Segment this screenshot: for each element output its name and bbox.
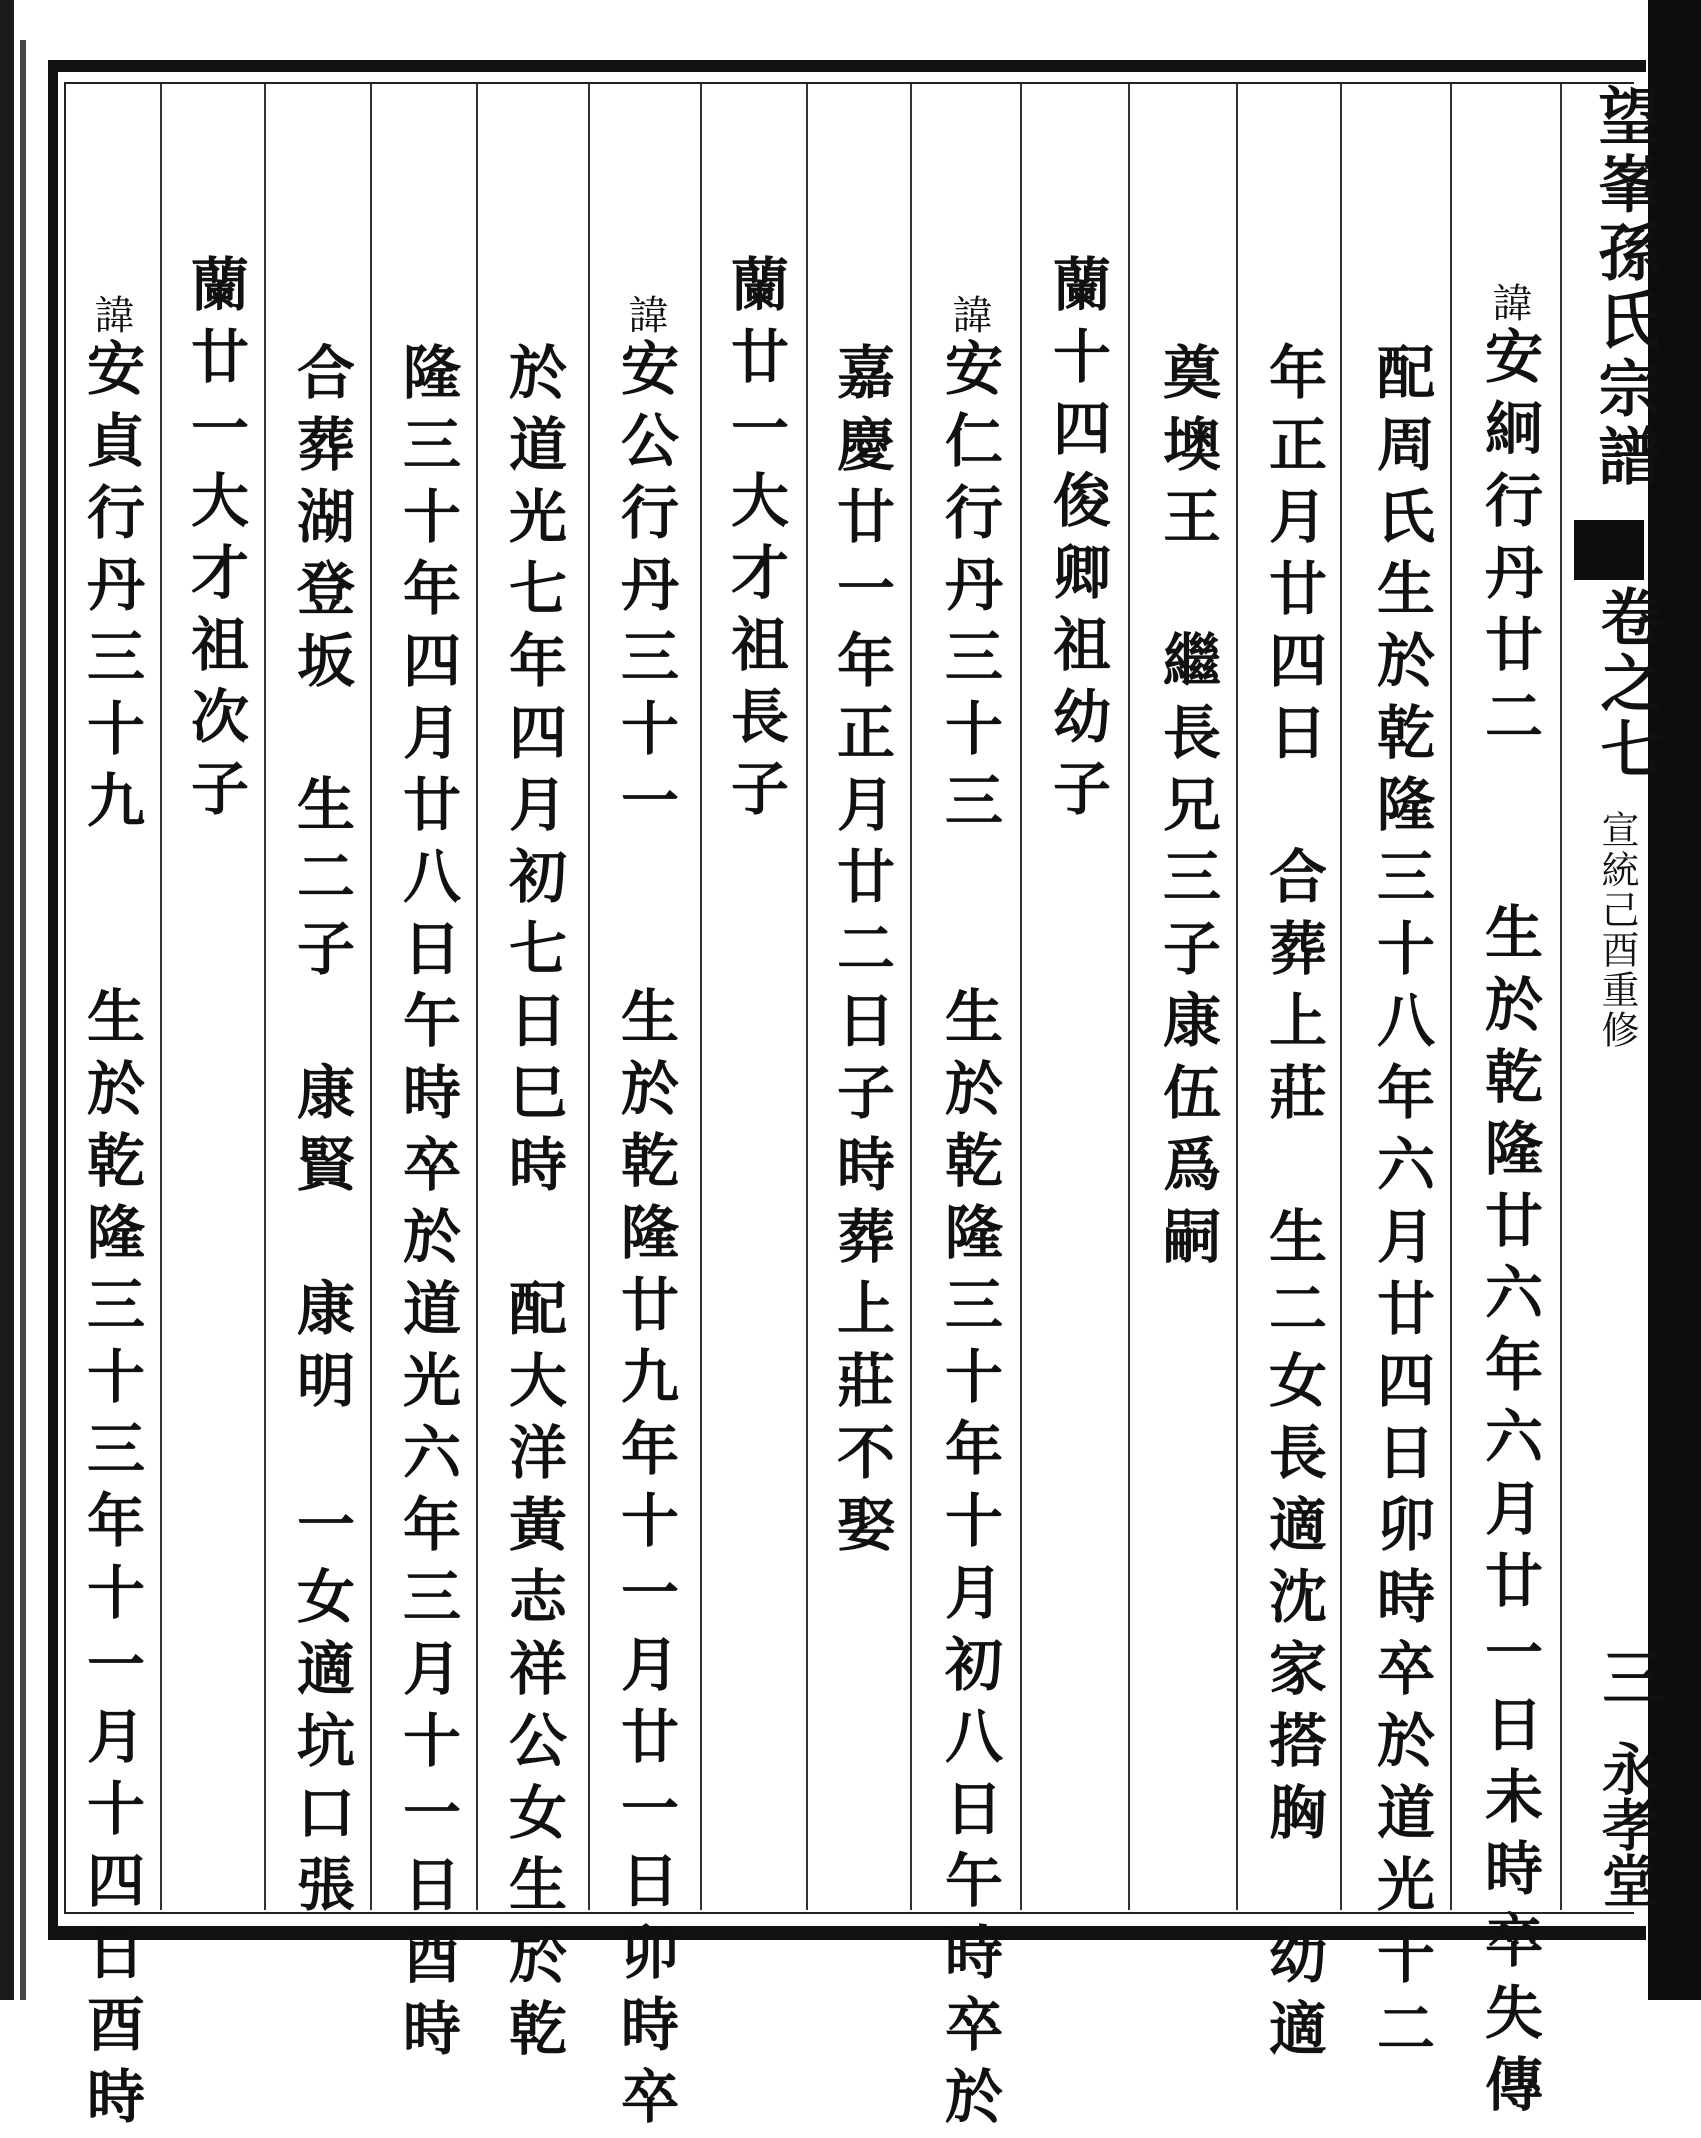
taboo-name-marker: 諱 [1486,282,1532,326]
book-title: 望峯孫氏宗譜 [1588,84,1661,492]
text-column [77,130,198,2138]
lineage-heading [721,90,842,830]
column-text: 安公行丹三十一 生於乾隆廿九年十一月廿一日卯時卒 [611,338,679,2138]
text-column [287,178,408,1926]
column-text: 安仁行丹三十三 生於乾隆三十年十月初八日午時卒於 [935,338,1003,2138]
taboo-name-marker: 諱 [88,294,134,338]
text-column [935,130,1056,2138]
edition-note: 宣統己酉重修 [1595,810,1639,1050]
text-column [393,178,514,2070]
volume-label: 卷之七 [1590,585,1663,783]
column-text: 安貞行丹三十九 生於乾隆三十三年十一月十四日酉時 [77,338,145,2138]
column-text: 隆三十年四月廿八日午時卒於道光六年三月十一日酉時 [393,342,461,2070]
text-column [1475,118,1596,2126]
lineage-heading [1043,90,1164,830]
column-text: 蘭廿一大才祖長子 [721,254,789,830]
column-text: 配周氏生於乾隆三十八年六月廿四日卯時卒於道光十二 [1367,342,1435,2070]
scan-edge-left-line [20,40,26,2000]
taboo-name-marker: 諱 [946,294,992,338]
scan-edge-left [0,0,14,2000]
column-text: 合葬湖登坂 生二子 康賢 康明 一女適坑口張 [287,342,355,1926]
column-text: 於道光七年四月初七日巳時 配大洋黃志祥公女生於乾 [499,342,567,2070]
hall-name: 永孝堂 [1593,1740,1659,1908]
text-column [1153,178,1274,1278]
column-text: 年正月廿四日 合葬上莊 生二女長適沈家搭胸 幼適 [1259,342,1327,2070]
text-column [827,178,948,1566]
column-text: 奠墺王 繼長兄三子康伍爲嗣 [1153,342,1221,1278]
column-text: 嘉慶廿一年正月廿二日子時葬上莊不娶 [827,342,895,1566]
page-number: 三 [1592,1645,1665,1711]
column-text: 安絅行丹廿二 生於乾隆廿六年六月廿一日未時卒失傳 [1475,326,1543,2126]
column-text: 蘭廿一大才祖次子 [181,254,249,830]
text-column [1367,178,1488,2070]
text-column [499,178,620,2070]
column-text: 蘭十四俊卿祖幼子 [1043,254,1111,830]
lineage-heading [181,90,302,830]
text-column [1259,178,1380,2070]
taboo-name-marker: 諱 [622,294,668,338]
text-column [611,130,732,2138]
